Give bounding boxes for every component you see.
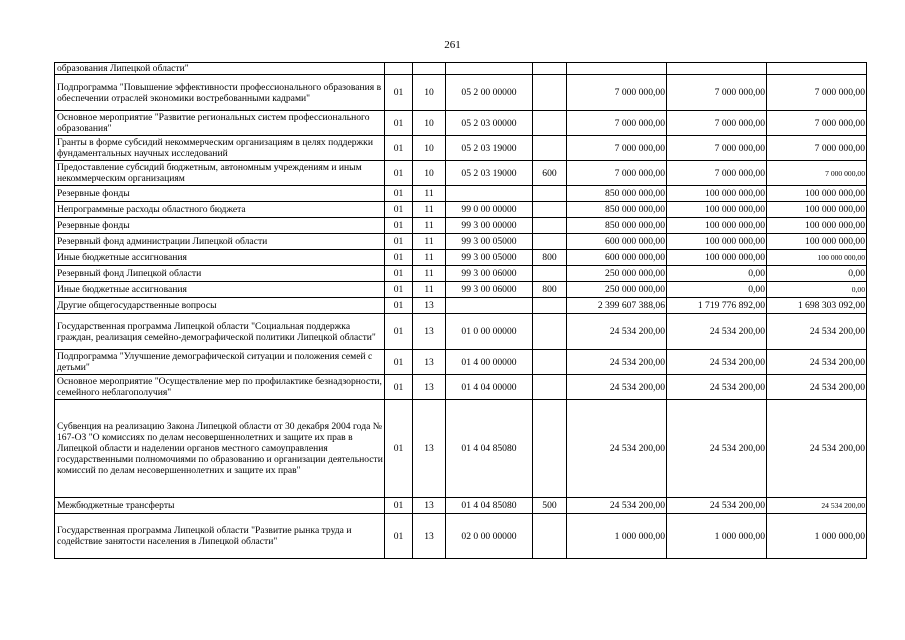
amount-year-3: 100 000 000,00 <box>767 250 867 266</box>
amount-year-2: 100 000 000,00 <box>667 234 767 250</box>
section-code: 01 <box>385 298 413 314</box>
row-name: Субвенция на реализацию Закона Липецкой области от 30 декабря 2004 года № 167-ОЗ "О комиссиях по делам несовершеннолетних и защите их прав в Липецкой области и наделении органов местного самоуправления государственными полномочиями по образованию и организации деятельности комиссий по делам несовершеннолетних и защите их прав" <box>55 400 385 498</box>
row-name: Основное мероприятие "Осуществление мер по профилактике безнадзорности, семейного неблагополучия" <box>55 375 385 400</box>
amount-year-1: 250 000 000,00 <box>567 282 667 298</box>
amount-year-1: 250 000 000,00 <box>567 266 667 282</box>
amount-year-2: 100 000 000,00 <box>667 218 767 234</box>
table-row <box>55 400 867 498</box>
row-name: Резервный фонд Липецкой области <box>55 266 385 282</box>
row-name: Непрограммные расходы областного бюджета <box>55 202 385 218</box>
target-article-code <box>446 298 533 314</box>
target-article-code: 99 3 00 06000 <box>446 282 533 298</box>
amount-year-2 <box>667 63 767 75</box>
amount-year-3: 24 534 200,00 <box>767 498 867 514</box>
expense-type-code <box>533 111 567 136</box>
amount-year-3: 100 000 000,00 <box>767 218 867 234</box>
amount-year-3: 100 000 000,00 <box>767 202 867 218</box>
table-row <box>55 250 867 266</box>
expense-type-code <box>533 63 567 75</box>
expense-type-code <box>533 314 567 350</box>
amount-year-2: 0,00 <box>667 266 767 282</box>
subsection-code: 13 <box>413 498 446 514</box>
target-article-code: 99 3 00 05000 <box>446 250 533 266</box>
section-code: 01 <box>385 350 413 375</box>
expense-type-code: 500 <box>533 498 567 514</box>
section-code: 01 <box>385 498 413 514</box>
table-row <box>55 186 867 202</box>
amount-year-1: 24 534 200,00 <box>567 314 667 350</box>
table-row <box>55 266 867 282</box>
row-name: Иные бюджетные ассигнования <box>55 282 385 298</box>
amount-year-2: 24 534 200,00 <box>667 400 767 498</box>
subsection-code: 13 <box>413 375 446 400</box>
row-name: образования Липецкой области" <box>55 63 385 75</box>
subsection-code: 10 <box>413 75 446 111</box>
amount-year-2: 24 534 200,00 <box>667 314 767 350</box>
budget-table-body <box>55 63 867 559</box>
amount-year-2: 100 000 000,00 <box>667 202 767 218</box>
section-code: 01 <box>385 161 413 186</box>
amount-year-1: 24 534 200,00 <box>567 400 667 498</box>
subsection-code: 13 <box>413 514 446 559</box>
expense-type-code: 600 <box>533 161 567 186</box>
table-row <box>55 161 867 186</box>
subsection-code: 11 <box>413 266 446 282</box>
subsection-code: 13 <box>413 350 446 375</box>
amount-year-3: 0,00 <box>767 266 867 282</box>
section-code: 01 <box>385 111 413 136</box>
section-code: 01 <box>385 250 413 266</box>
section-code <box>385 63 413 75</box>
target-article-code: 05 2 03 00000 <box>446 111 533 136</box>
amount-year-3: 24 534 200,00 <box>767 350 867 375</box>
row-name: Резервный фонд администрации Липецкой области <box>55 234 385 250</box>
table-row <box>55 282 867 298</box>
target-article-code: 01 4 04 85080 <box>446 400 533 498</box>
expense-type-code <box>533 350 567 375</box>
amount-year-2: 7 000 000,00 <box>667 136 767 161</box>
amount-year-3: 7 000 000,00 <box>767 111 867 136</box>
expense-type-code <box>533 514 567 559</box>
target-article-code: 05 2 00 00000 <box>446 75 533 111</box>
amount-year-3: 0,00 <box>767 282 867 298</box>
table-row <box>55 111 867 136</box>
amount-year-2: 7 000 000,00 <box>667 161 767 186</box>
table-row <box>55 375 867 400</box>
expense-type-code <box>533 375 567 400</box>
subsection-code: 11 <box>413 282 446 298</box>
amount-year-2: 100 000 000,00 <box>667 250 767 266</box>
row-name: Основное мероприятие "Развитие региональных систем профессионального образования" <box>55 111 385 136</box>
row-name: Иные бюджетные ассигнования <box>55 250 385 266</box>
amount-year-3: 7 000 000,00 <box>767 75 867 111</box>
table-row <box>55 75 867 111</box>
section-code: 01 <box>385 218 413 234</box>
amount-year-3: 100 000 000,00 <box>767 186 867 202</box>
amount-year-1: 24 534 200,00 <box>567 375 667 400</box>
amount-year-2: 0,00 <box>667 282 767 298</box>
table-row <box>55 63 867 75</box>
amount-year-1: 1 000 000,00 <box>567 514 667 559</box>
table-row <box>55 314 867 350</box>
amount-year-1: 600 000 000,00 <box>567 250 667 266</box>
subsection-code: 11 <box>413 218 446 234</box>
expense-type-code <box>533 298 567 314</box>
amount-year-3: 7 000 000,00 <box>767 161 867 186</box>
amount-year-2: 1 000 000,00 <box>667 514 767 559</box>
subsection-code: 13 <box>413 400 446 498</box>
target-article-code: 01 0 00 00000 <box>446 314 533 350</box>
amount-year-1: 7 000 000,00 <box>567 111 667 136</box>
target-article-code: 99 3 00 05000 <box>446 234 533 250</box>
table-row <box>55 202 867 218</box>
target-article-code: 01 4 04 00000 <box>446 375 533 400</box>
subsection-code <box>413 63 446 75</box>
row-name: Подпрограмма "Повышение эффективности профессионального образования в обеспечении отраслей экономики востребованными кадрами" <box>55 75 385 111</box>
amount-year-3: 1 000 000,00 <box>767 514 867 559</box>
amount-year-1: 600 000 000,00 <box>567 234 667 250</box>
section-code: 01 <box>385 514 413 559</box>
section-code: 01 <box>385 186 413 202</box>
subsection-code: 11 <box>413 202 446 218</box>
section-code: 01 <box>385 266 413 282</box>
table-row <box>55 498 867 514</box>
expense-type-code <box>533 202 567 218</box>
expense-type-code <box>533 218 567 234</box>
amount-year-1: 24 534 200,00 <box>567 498 667 514</box>
subsection-code: 13 <box>413 298 446 314</box>
subsection-code: 13 <box>413 314 446 350</box>
section-code: 01 <box>385 375 413 400</box>
amount-year-1: 7 000 000,00 <box>567 75 667 111</box>
amount-year-2: 7 000 000,00 <box>667 75 767 111</box>
subsection-code: 10 <box>413 111 446 136</box>
target-article-code: 02 0 00 00000 <box>446 514 533 559</box>
amount-year-1 <box>567 63 667 75</box>
row-name: Гранты в форме субсидий некоммерческим организациям в целях поддержки фундаментальных научных исследований <box>55 136 385 161</box>
amount-year-1: 7 000 000,00 <box>567 136 667 161</box>
table-row <box>55 218 867 234</box>
target-article-code: 01 4 04 85080 <box>446 498 533 514</box>
expense-type-code <box>533 136 567 161</box>
target-article-code: 99 0 00 00000 <box>446 202 533 218</box>
amount-year-3: 24 534 200,00 <box>767 375 867 400</box>
expense-type-code <box>533 234 567 250</box>
amount-year-2: 1 719 776 892,00 <box>667 298 767 314</box>
expense-type-code <box>533 75 567 111</box>
table-row <box>55 136 867 161</box>
section-code: 01 <box>385 234 413 250</box>
row-name: Резервные фонды <box>55 218 385 234</box>
section-code: 01 <box>385 400 413 498</box>
amount-year-3: 100 000 000,00 <box>767 234 867 250</box>
row-name: Государственная программа Липецкой области "Развитие рынка труда и содействие занятости населения в Липецкой области" <box>55 514 385 559</box>
amount-year-3: 7 000 000,00 <box>767 136 867 161</box>
amount-year-3: 1 698 303 092,00 <box>767 298 867 314</box>
row-name: Государственная программа Липецкой области "Социальная поддержка граждан, реализация семейно-демографической политики Липецкой области" <box>55 314 385 350</box>
subsection-code: 11 <box>413 234 446 250</box>
subsection-code: 10 <box>413 161 446 186</box>
section-code: 01 <box>385 136 413 161</box>
page-number: 261 <box>444 39 461 51</box>
table-row <box>55 514 867 559</box>
amount-year-1: 2 399 607 388,06 <box>567 298 667 314</box>
amount-year-1: 24 534 200,00 <box>567 350 667 375</box>
amount-year-1: 850 000 000,00 <box>567 186 667 202</box>
target-article-code <box>446 186 533 202</box>
section-code: 01 <box>385 202 413 218</box>
row-name: Подпрограмма "Улучшение демографической ситуации и положения семей с детьми" <box>55 350 385 375</box>
table-row <box>55 234 867 250</box>
amount-year-2: 24 534 200,00 <box>667 375 767 400</box>
subsection-code: 10 <box>413 136 446 161</box>
target-article-code: 05 2 03 19000 <box>446 136 533 161</box>
row-name: Резервные фонды <box>55 186 385 202</box>
expense-type-code: 800 <box>533 250 567 266</box>
amount-year-2: 7 000 000,00 <box>667 111 767 136</box>
expense-type-code <box>533 186 567 202</box>
amount-year-1: 7 000 000,00 <box>567 161 667 186</box>
amount-year-2: 24 534 200,00 <box>667 350 767 375</box>
amount-year-2: 100 000 000,00 <box>667 186 767 202</box>
table-row <box>55 350 867 375</box>
section-code: 01 <box>385 314 413 350</box>
table-row <box>55 298 867 314</box>
target-article-code: 01 4 00 00000 <box>446 350 533 375</box>
target-article-code: 05 2 03 19000 <box>446 161 533 186</box>
target-article-code: 99 3 00 00000 <box>446 218 533 234</box>
row-name: Предоставление субсидий бюджетным, автономным учреждениям и иным некоммерческим организациям <box>55 161 385 186</box>
target-article-code: 99 3 00 06000 <box>446 266 533 282</box>
subsection-code: 11 <box>413 250 446 266</box>
amount-year-2: 24 534 200,00 <box>667 498 767 514</box>
amount-year-1: 850 000 000,00 <box>567 218 667 234</box>
expense-type-code: 800 <box>533 282 567 298</box>
amount-year-3 <box>767 63 867 75</box>
section-code: 01 <box>385 75 413 111</box>
expense-type-code <box>533 400 567 498</box>
row-name: Другие общегосударственные вопросы <box>55 298 385 314</box>
section-code: 01 <box>385 282 413 298</box>
expense-type-code <box>533 266 567 282</box>
budget-table <box>54 62 867 559</box>
row-name: Межбюджетные трансферты <box>55 498 385 514</box>
amount-year-3: 24 534 200,00 <box>767 314 867 350</box>
amount-year-3: 24 534 200,00 <box>767 400 867 498</box>
target-article-code <box>446 63 533 75</box>
subsection-code: 11 <box>413 186 446 202</box>
amount-year-1: 850 000 000,00 <box>567 202 667 218</box>
